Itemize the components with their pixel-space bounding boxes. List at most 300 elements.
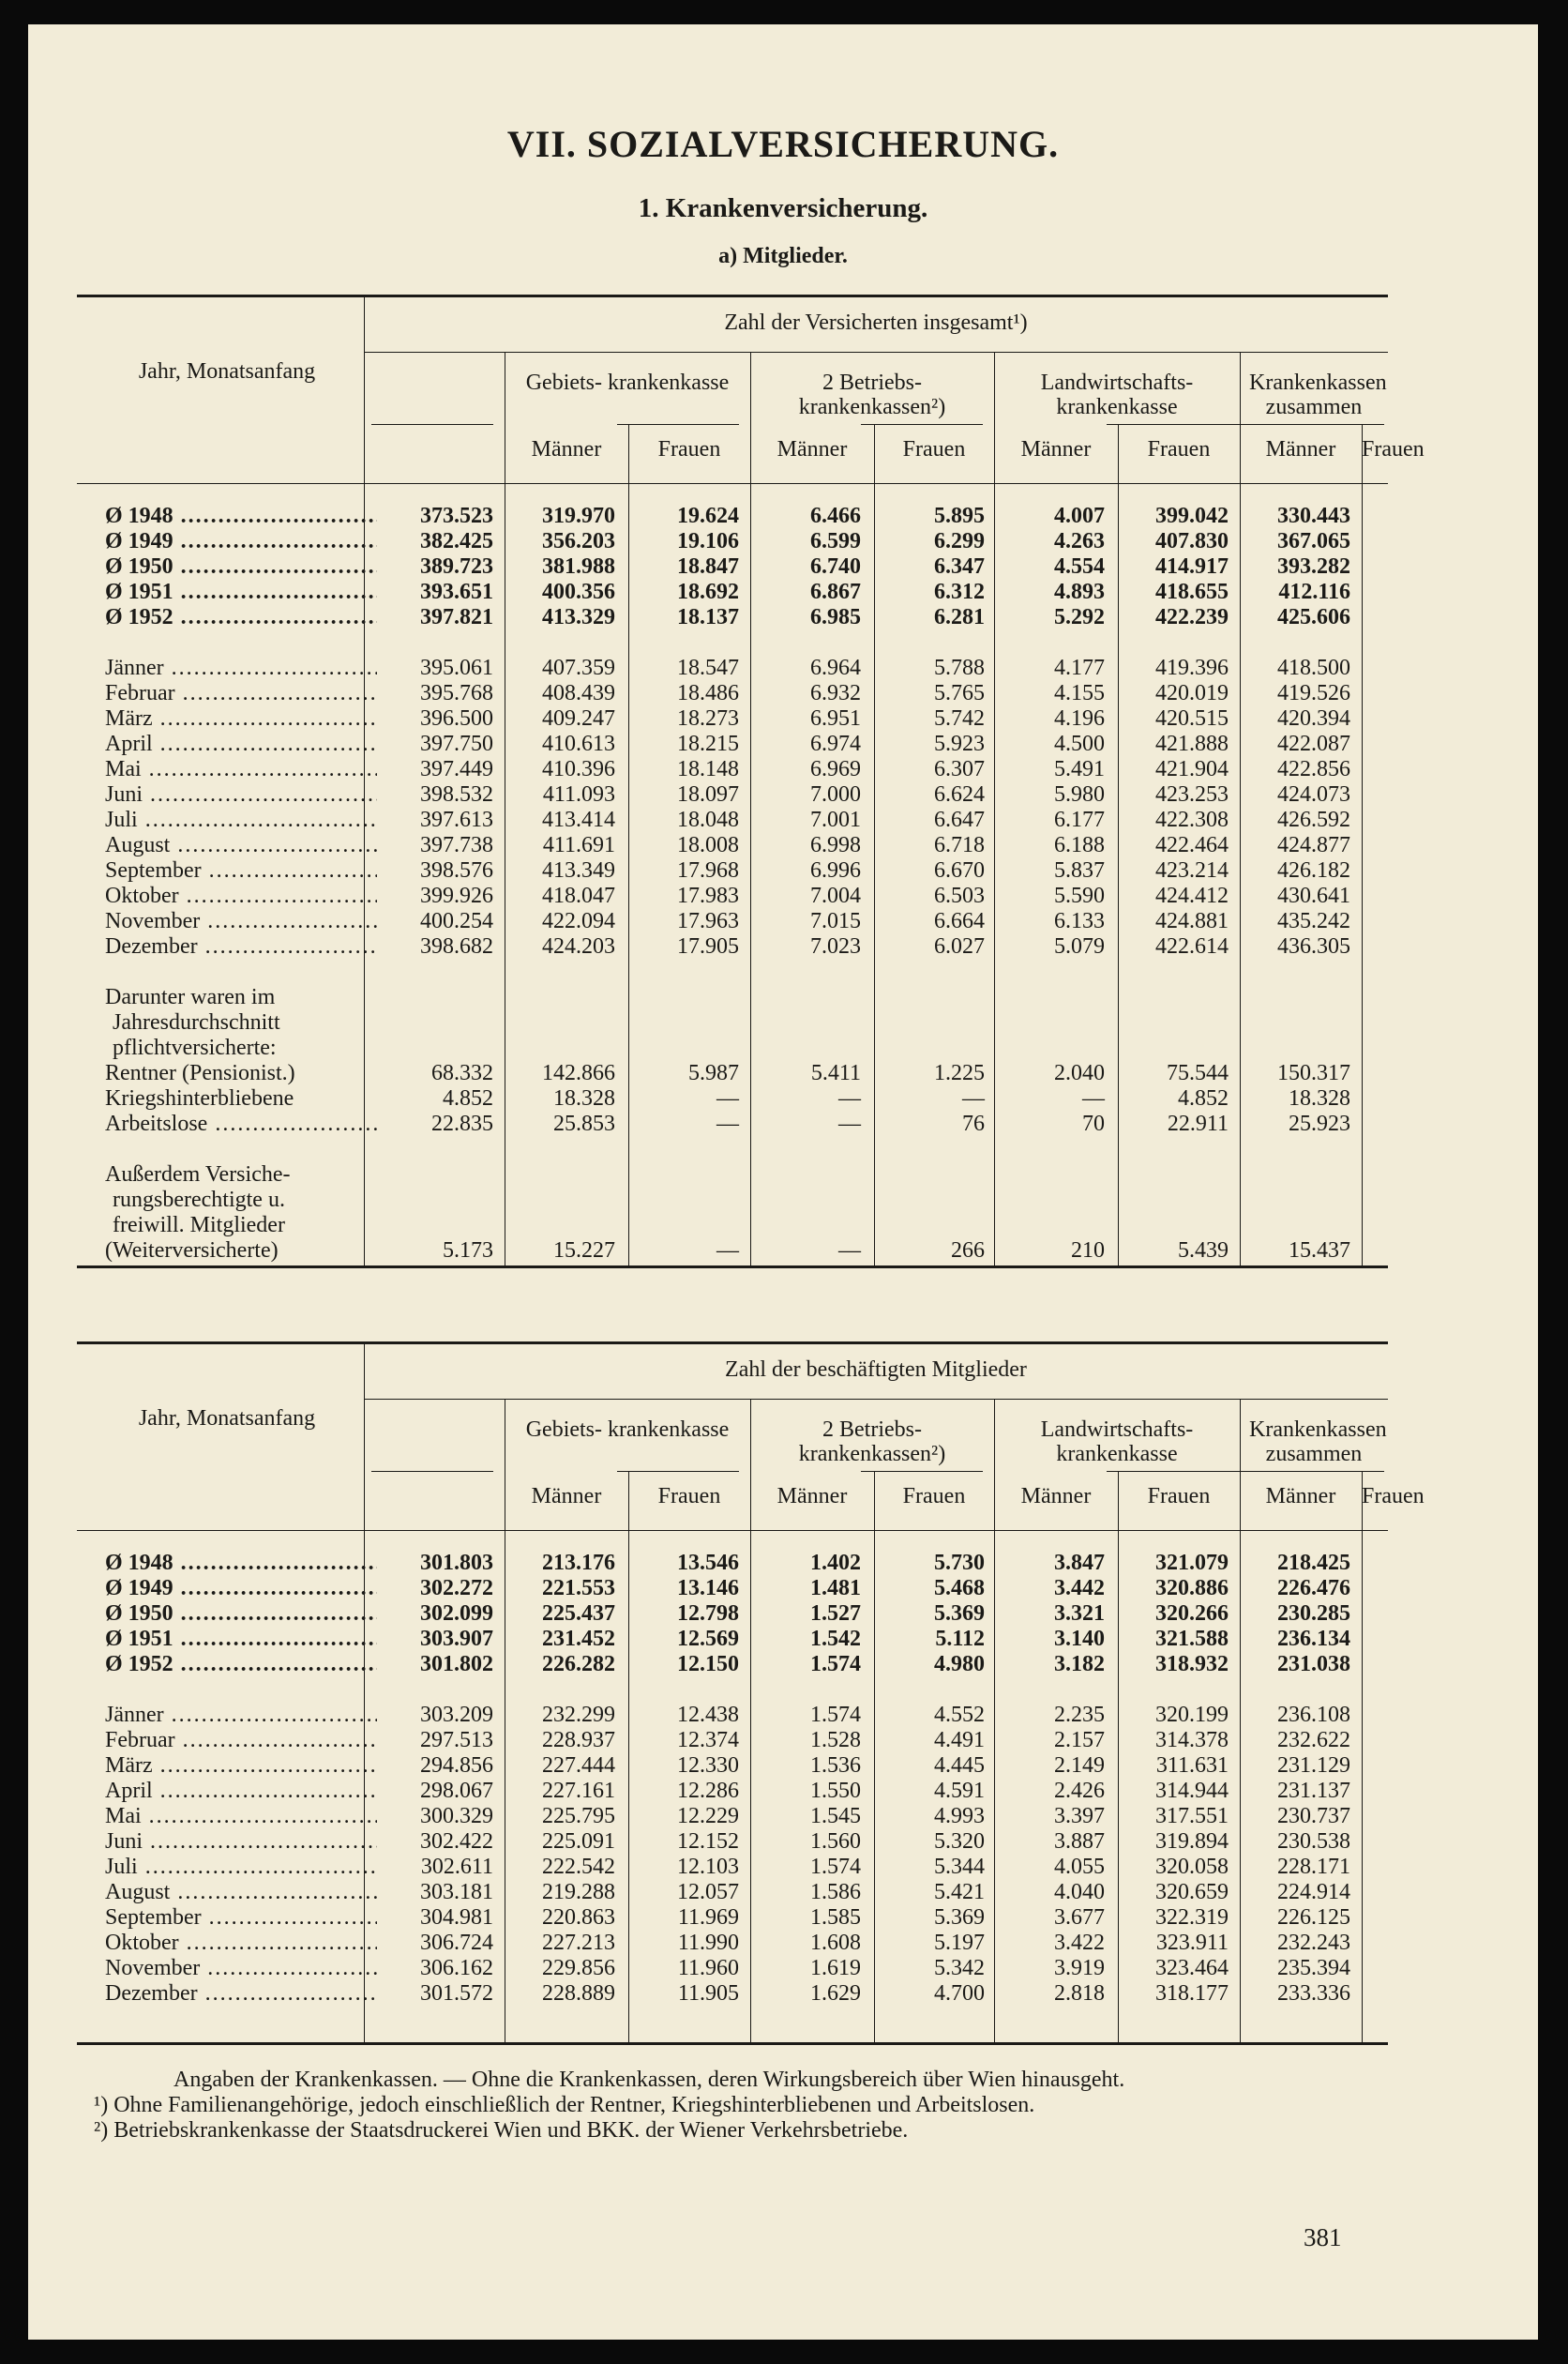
cell-value: 1.542 [810,1627,861,1651]
cell-value: 423.214 [1155,858,1229,883]
row-label: November ..... [105,909,377,934]
page-number: 381 [1304,2223,1342,2251]
cell-value: 397.821 [420,605,493,629]
cell-value: 18.097 [677,782,739,807]
cell-value: 5.197 [934,1931,985,1955]
cell-value: 25.923 [1289,1112,1350,1136]
cell-value: 424.073 [1277,782,1350,807]
cell-value: 420.019 [1155,681,1229,705]
cell-value: 1.619 [810,1956,861,1980]
cell-value: 6.718 [934,833,985,857]
cell-value: 423.253 [1155,782,1229,807]
cell-value: 301.803 [420,1551,493,1575]
table-row [77,1779,1388,1804]
cell-value: 18.486 [677,681,739,705]
cell-value: 6.177 [1054,808,1105,832]
table-row [77,1753,1388,1779]
cell-value: 4.980 [934,1652,985,1676]
cell-value: 226.282 [542,1652,615,1676]
table-row [77,1905,1388,1931]
cell-value: 396.500 [420,706,493,731]
row-label: Ø 1950 ..... [105,1601,377,1627]
cell-value: 412.116 [1278,580,1350,604]
note-line: Jahresdurchschnitt [113,1010,280,1035]
table-row [77,1551,1388,1576]
cell-value: 421.888 [1155,732,1229,756]
cell-value: 230.285 [1277,1601,1350,1626]
cell-value: 6.740 [810,554,861,579]
rule-group-3 [1240,352,1241,483]
cell-value: 218.425 [1277,1551,1350,1575]
cell-value: 398.532 [420,782,493,807]
cell-value: 4.852 [443,1086,493,1111]
cell-value: 3.919 [1054,1956,1105,1980]
cell-value: 398.576 [420,858,493,883]
row-label: August ..... [105,1880,377,1905]
cell-value: 2.235 [1054,1703,1105,1727]
cell-value: 395.061 [420,656,493,680]
cell-value: 6.312 [934,580,985,604]
row-label: September ..... [105,858,377,884]
rule-group-sub-0 [371,424,493,425]
cell-value: 5.590 [1054,884,1105,908]
cell-value: 413.414 [542,808,615,832]
cell-value: 1.481 [810,1576,861,1600]
cell-value: 306.724 [420,1931,493,1955]
table-row [77,1238,1388,1264]
cell-value: 301.802 [420,1652,493,1676]
cell-value: 303.907 [420,1627,493,1651]
table-row [77,681,1388,706]
column-header: Landwirtschafts- krankenkasse [1040,1417,1194,1466]
cell-value: 5.112 [935,1627,985,1651]
cell-value: 19.624 [677,504,739,528]
section-title: 1. Krankenversicherung. [638,193,928,223]
cell-value: 11.990 [677,1931,739,1955]
cell-value: — [838,1086,861,1111]
table-row [77,1880,1388,1905]
cell-value: 12.798 [677,1601,739,1626]
column-header: Gebiets- krankenkasse [525,1417,730,1442]
cell-value: — [716,1086,739,1111]
cell-value: 5.468 [934,1576,985,1600]
cell-value: 426.592 [1277,808,1350,832]
cell-value: 5.730 [934,1551,985,1575]
cell-value: 389.723 [420,554,493,579]
cell-value: 4.155 [1054,681,1105,705]
cell-value: 408.439 [542,681,615,705]
cell-value: 413.329 [542,605,615,629]
cell-value: 419.396 [1155,656,1229,680]
table-row [77,656,1388,681]
table-row [77,1981,1388,2007]
cell-value: 229.856 [542,1956,615,1980]
cell-value: 6.964 [810,656,861,680]
cell-value: 5.320 [934,1829,985,1854]
cell-value: 410.613 [542,732,615,756]
column-header: 2 Betriebs- krankenkassen²) [798,1417,946,1466]
row-label: Ø 1948 ..... [105,1551,377,1576]
cell-value: 12.229 [677,1804,739,1828]
row-label: Dezember ..... [105,1981,377,2007]
cell-value: 4.500 [1054,732,1105,756]
rule-group-sub-1 [617,1471,739,1472]
cell-value: 382.425 [420,529,493,553]
note-line: Außerdem Versiche- [105,1162,291,1187]
group-title: Zahl der beschäftigten Mitglieder [725,1357,1027,1382]
table-versicherte [77,295,1425,1268]
cell-value: 1.402 [810,1551,861,1575]
rule-group-sub-2 [861,1471,983,1472]
row-label: November ..... [105,1956,377,1981]
cell-value: 4.055 [1054,1855,1105,1879]
cell-value: 221.553 [542,1576,615,1600]
rule-group-sub-0 [371,1471,493,1472]
cell-value: 420.515 [1155,706,1229,731]
cell-value: 320.199 [1155,1703,1229,1727]
cell-value: 5.923 [934,732,985,756]
cell-value: 13.146 [677,1576,739,1600]
cell-value: 2.157 [1054,1728,1105,1752]
rule-header-bottom [77,1530,1388,1531]
cell-value: 1.545 [810,1804,861,1828]
table-row [77,884,1388,909]
rule-group-2 [994,352,995,483]
cell-value: 150.317 [1277,1061,1350,1085]
cell-value: 314.378 [1155,1728,1229,1752]
cell-value: 231.452 [542,1627,615,1651]
row-label: März ..... [105,1753,377,1779]
cell-value: 224.914 [1277,1880,1350,1904]
row-label: September ..... [105,1905,377,1931]
cell-value: 12.374 [677,1728,739,1752]
cell-value: 6.466 [810,504,861,528]
cell-value: 422.239 [1155,605,1229,629]
table-row [77,706,1388,732]
cell-value: 407.359 [542,656,615,680]
row-label: Juni ..... [105,1829,377,1855]
cell-value: 5.895 [934,504,985,528]
cell-value: 1.528 [810,1728,861,1752]
table-row [77,1829,1388,1855]
cell-value: 4.445 [934,1753,985,1778]
cell-value: 15.437 [1289,1238,1350,1263]
cell-value: 410.396 [542,757,615,781]
cell-value: 7.004 [810,884,861,908]
cell-value: 407.830 [1155,529,1229,553]
cell-value: 70 [1082,1112,1105,1136]
cell-value: 15.227 [553,1238,615,1263]
row-label: Ø 1950 ..... [105,554,377,580]
cell-value: 18.692 [677,580,739,604]
row-label: Juli ..... [105,1855,377,1880]
table-row [77,580,1388,605]
source-note: Angaben der Krankenkassen. — Ohne die Krankenkassen, deren Wirkungsbereich über Wien hinausgeht. [173,2068,1125,2092]
cell-value: 3.677 [1054,1905,1105,1930]
rule-group-1 [750,352,751,483]
cell-value: 409.247 [542,706,615,731]
sub-header: Frauen [1147,437,1211,462]
rule-group-sub-2 [861,424,983,425]
cell-value: 7.015 [810,909,861,933]
row-label: August ..... [105,833,377,858]
cell-value: 4.700 [934,1981,985,2006]
row-label: Oktober ..... [105,1931,377,1956]
cell-value: 142.866 [542,1061,615,1085]
cell-value: 1.225 [934,1061,985,1085]
cell-value: 219.288 [542,1880,615,1904]
cell-value: 302.611 [420,1855,493,1879]
cell-value: 18.328 [1289,1086,1350,1111]
cell-value: — [716,1112,739,1136]
cell-value: 373.523 [420,504,493,528]
cell-value: 25.853 [553,1112,615,1136]
cell-value: 213.176 [542,1551,615,1575]
cell-value: 225.437 [542,1601,615,1626]
cell-value: 5.079 [1054,934,1105,959]
cell-value: 3.397 [1054,1804,1105,1828]
row-label: Jänner ..... [105,656,377,681]
cell-value: 294.856 [420,1753,493,1778]
footnotes [94,2068,1388,2144]
cell-value: 393.651 [420,580,493,604]
cell-value: 323.464 [1155,1956,1229,1980]
table-row [77,782,1388,808]
rule-group-sub-1 [617,424,739,425]
cell-value: 395.768 [420,681,493,705]
cell-value: 13.546 [677,1551,739,1575]
cell-value: 5.173 [443,1238,493,1263]
cell-value: 397.750 [420,732,493,756]
cell-value: 399.926 [420,884,493,908]
cell-value: 5.421 [934,1880,985,1904]
cell-value: 304.981 [420,1905,493,1930]
cell-value: 5.342 [934,1956,985,1980]
cell-value: 1.574 [810,1652,861,1676]
cell-value: 18.148 [677,757,739,781]
cell-value: 18.008 [677,833,739,857]
cell-value: 17.905 [677,934,739,959]
table-row [77,554,1388,580]
cell-value: 1.527 [810,1601,861,1626]
cell-value: 411.691 [542,833,615,857]
cell-value: 12.057 [677,1880,739,1904]
footnote-2: ²) Betriebskrankenkasse der Staatsdruckerei Wien und BKK. der Wiener Verkehrsbetriebe. [94,2118,909,2143]
cell-value: 232.299 [542,1703,615,1727]
cell-value: 18.137 [677,605,739,629]
cell-value: 17.983 [677,884,739,908]
table-row [77,1576,1388,1601]
cell-value: 5.742 [934,706,985,731]
cell-value: 228.937 [542,1728,615,1752]
cell-value: 422.614 [1155,934,1229,959]
sub-header: Männer [1265,437,1336,462]
cell-value: 301.572 [420,1981,493,2006]
cell-value: 6.307 [934,757,985,781]
cell-value: 230.538 [1277,1829,1350,1854]
cell-value: 414.917 [1155,554,1229,579]
row-label: Arbeitslose ..... [105,1112,377,1137]
cell-value: 12.103 [677,1855,739,1879]
cell-value: 6.133 [1054,909,1105,933]
cell-value: 5.788 [934,656,985,680]
cell-value: 1.536 [810,1753,861,1778]
cell-value: 3.321 [1054,1601,1105,1626]
cell-value: 418.655 [1155,580,1229,604]
cell-value: 424.412 [1155,884,1229,908]
table-row [77,858,1388,884]
cell-value: 4.491 [934,1728,985,1752]
cell-value: 11.905 [677,1981,739,2006]
cell-value: 422.464 [1155,833,1229,857]
cell-value: 11.960 [677,1956,739,1980]
rule-group-title [364,352,1388,353]
rule-group-1 [750,1399,751,1530]
table-row [77,529,1388,554]
row-label: Jänner ..... [105,1703,377,1728]
column-header: Landwirtschafts- krankenkasse [1040,371,1194,419]
row-label: Februar ..... [105,681,377,706]
cell-value: 6.998 [810,833,861,857]
cell-value: 7.001 [810,808,861,832]
cell-value: 424.881 [1155,909,1229,933]
table-row [77,808,1388,833]
cell-value: 3.422 [1054,1931,1105,1955]
cell-value: 413.349 [542,858,615,883]
cell-value: 318.932 [1155,1652,1229,1676]
sub-header: Männer [1020,437,1092,462]
cell-value: 5.837 [1054,858,1105,883]
cell-value: 6.188 [1054,833,1105,857]
cell-value: 318.177 [1155,1981,1229,2006]
cell-value: 422.856 [1277,757,1350,781]
cell-value: 397.449 [420,757,493,781]
cell-value: 227.213 [542,1931,615,1955]
cell-value: 321.588 [1155,1627,1229,1651]
note-line: freiwill. Mitglieder [113,1213,285,1237]
rule-group-title [364,1399,1388,1400]
cell-value: 22.835 [431,1112,493,1136]
cell-value: 22.911 [1167,1112,1229,1136]
cell-value: 7.000 [810,782,861,807]
cell-value: 5.765 [934,681,985,705]
cell-value: 227.161 [542,1779,615,1803]
cell-value: 231.137 [1277,1779,1350,1803]
cell-value: 319.970 [542,504,615,528]
cell-value: 330.443 [1277,504,1350,528]
table-row [77,1931,1388,1956]
cell-value: 302.422 [420,1829,493,1854]
sub-header: Frauen [902,437,966,462]
cell-value: 397.613 [420,808,493,832]
sub-header: Frauen [1362,437,1425,462]
cell-value: 4.263 [1054,529,1105,553]
cell-value: 320.659 [1155,1880,1229,1904]
cell-value: 231.129 [1277,1753,1350,1778]
cell-value: 5.292 [1054,605,1105,629]
cell-value: 6.624 [934,782,985,807]
sub-header: Frauen [1147,1484,1211,1508]
row-label: Mai ..... [105,757,377,782]
cell-value: 17.968 [677,858,739,883]
cell-value: 68.332 [431,1061,493,1085]
rule-header-bottom [77,483,1388,484]
table-row [77,1086,1388,1112]
row-label: Ø 1949 ..... [105,529,377,554]
cell-value: 6.027 [934,934,985,959]
cell-value: 4.554 [1054,554,1105,579]
group-title: Zahl der Versicherten insgesamt¹) [724,311,1028,335]
table-row [77,1112,1388,1137]
cell-value: 320.886 [1155,1576,1229,1600]
cell-value: 303.181 [420,1880,493,1904]
cell-value: 6.299 [934,529,985,553]
row-header-label: Jahr, Monatsanfang [138,359,316,384]
cell-value: 424.203 [542,934,615,959]
cell-value: 225.795 [542,1804,615,1828]
row-label: Ø 1951 ..... [105,1627,377,1652]
sub-header: Frauen [1362,1484,1425,1508]
row-label: Kriegshinterbliebene [105,1086,294,1111]
sub-header: Frauen [902,1484,966,1508]
cell-value: 18.328 [553,1086,615,1111]
cell-value: 424.877 [1277,833,1350,857]
cell-value: 425.606 [1277,605,1350,629]
table-row [77,1601,1388,1627]
note-line: Darunter waren im [105,985,276,1009]
rule-group-3 [1240,1399,1241,1530]
cell-value: 12.330 [677,1753,739,1778]
sub-header: Frauen [657,437,721,462]
cell-value: 322.319 [1155,1905,1229,1930]
cell-value: 4.177 [1054,656,1105,680]
row-header-label: Jahr, Monatsanfang [138,1406,316,1431]
cell-value: 397.738 [420,833,493,857]
cell-value: 5.439 [1178,1238,1229,1263]
cell-value: — [838,1238,861,1263]
cell-value: 6.281 [934,605,985,629]
cell-value: 302.272 [420,1576,493,1600]
cell-value: 6.951 [810,706,861,731]
cell-value: — [838,1112,861,1136]
cell-value: 399.042 [1155,504,1229,528]
table-row [77,1804,1388,1829]
cell-value: 1.574 [810,1703,861,1727]
cell-value: 4.591 [934,1779,985,1803]
cell-value: 2.040 [1054,1061,1105,1085]
cell-value: 4.196 [1054,706,1105,731]
cell-value: 422.308 [1155,808,1229,832]
page-title: VII. SOZIALVERSICHERUNG. [506,123,1060,165]
row-label: Juli ..... [105,808,377,833]
cell-value: 306.162 [420,1956,493,1980]
rule-group-sub-3 [1107,424,1384,425]
cell-value: 6.867 [810,580,861,604]
cell-value: 1.585 [810,1905,861,1930]
cell-value: 4.007 [1054,504,1105,528]
sub-header: Männer [1020,1484,1092,1508]
cell-value: 321.079 [1155,1551,1229,1575]
cell-value: 317.551 [1155,1804,1229,1828]
cell-value: 3.887 [1054,1829,1105,1854]
sub-header: Männer [1265,1484,1336,1508]
cell-value: 418.047 [542,884,615,908]
cell-value: 6.347 [934,554,985,579]
cell-value: 227.444 [542,1753,615,1778]
sub-header: Männer [776,1484,848,1508]
cell-value: 1.560 [810,1829,861,1854]
row-label: Rentner (Pensionist.) [105,1061,295,1085]
